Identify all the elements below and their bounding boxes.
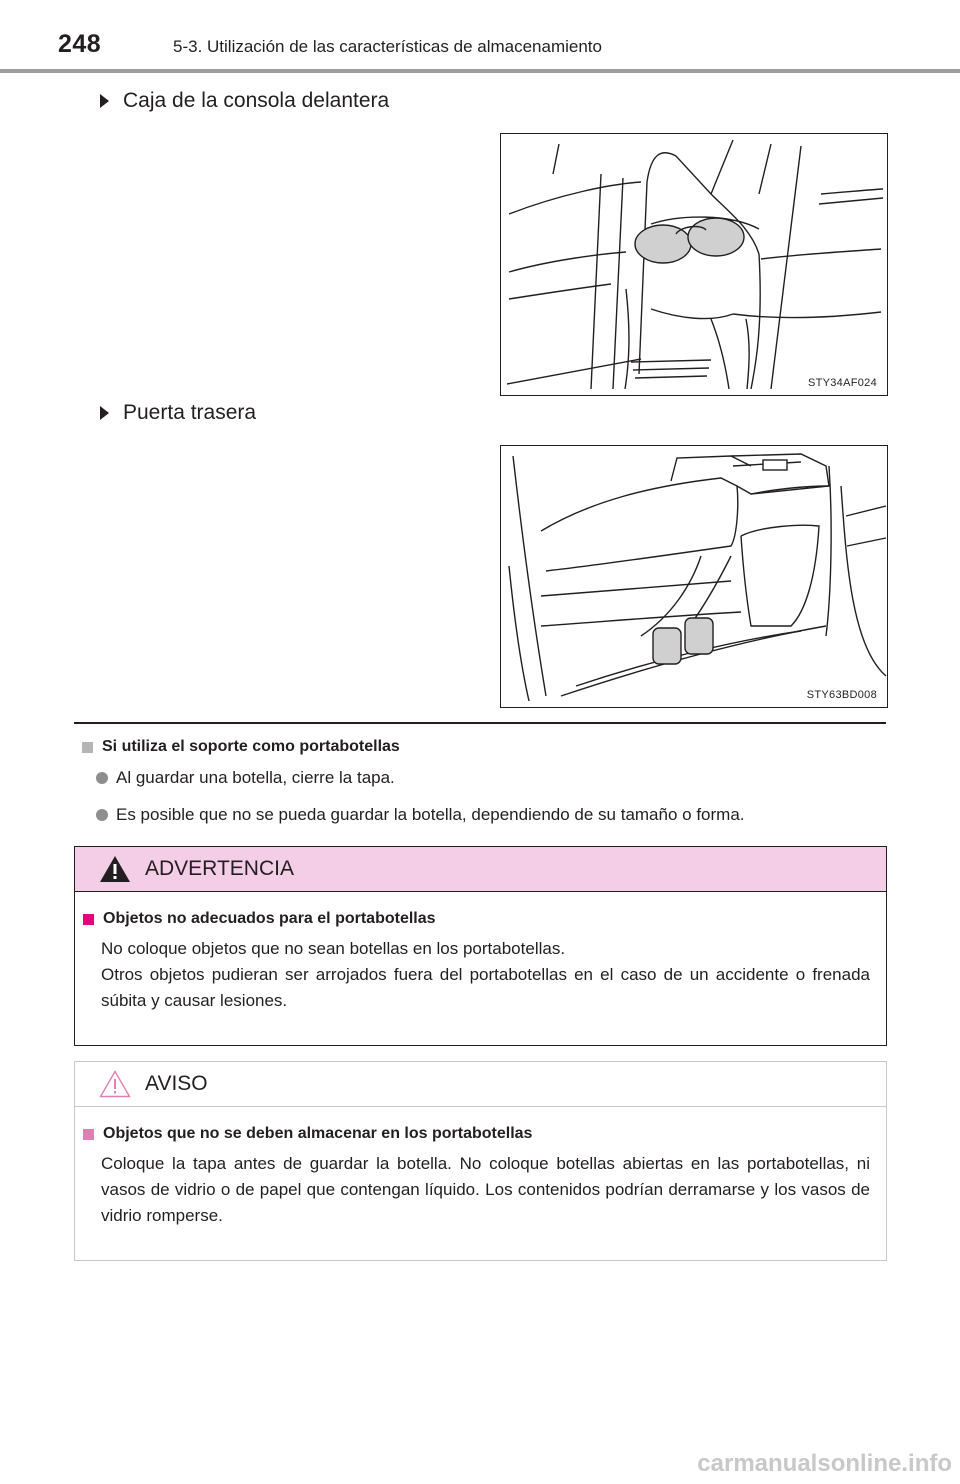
page-number: 248 (58, 30, 102, 58)
note-heading (82, 738, 400, 756)
note-bullet-text: Al guardar una botella, cierre la tapa. (116, 768, 395, 787)
notice-bar (75, 1062, 886, 1107)
notice-text (101, 1151, 870, 1229)
header-rule (0, 69, 960, 73)
notice-body (75, 1107, 886, 1229)
notice-title-row (75, 1125, 870, 1143)
square-bullet-icon (82, 742, 93, 753)
square-bullet-icon (83, 1129, 94, 1140)
front-console-illustration (500, 133, 888, 396)
section-front-console-title: Caja de la consola delantera (123, 89, 390, 112)
note-bullet (96, 768, 395, 788)
notice-title: Objetos que no se deben almacenar en los portabotellas (103, 1125, 533, 1142)
rear-door-illustration (500, 445, 888, 708)
note-bullet-text: Es posible que no se pueda guardar la botella, dependiendo de su tamaño o forma. (116, 805, 745, 824)
warning-label: ADVERTENCIA (145, 857, 294, 880)
note-bullet (96, 805, 745, 825)
warning-title-row (75, 910, 870, 928)
circle-bullet-icon (96, 772, 108, 784)
notice-paragraph: Coloque la tapa antes de guardar la botella. No coloque botellas abiertas en las portabotellas, ni vasos de vidrio o de papel que contengan líquido. Los contenidos podrían derramarse y los vasos de vidrio romperse. (101, 1154, 870, 1225)
note-title: Si utiliza el soporte como portabotellas (102, 738, 400, 755)
image-code: STY63BD008 (806, 689, 877, 701)
warning-line: No coloque objetos que no sean botellas en los portabotellas. (101, 939, 566, 958)
watermark: carmanualsonline.info (697, 1450, 952, 1477)
square-bullet-icon (83, 914, 94, 925)
warning-bar (75, 847, 886, 892)
warning-triangle-icon (99, 855, 131, 883)
warning-body (75, 892, 886, 1014)
section-rear-door-title: Puerta trasera (123, 401, 257, 424)
notice-triangle-icon (99, 1070, 131, 1098)
door-drawing (501, 446, 887, 707)
warning-line: Otros objetos pudieran ser arrojados fuera del portabotellas en el caso de un accidente o frenada súbita y causar lesiones. (101, 965, 870, 1010)
console-drawing (501, 134, 887, 395)
triangle-bullet-icon (100, 94, 109, 108)
section-separator (74, 722, 886, 724)
chapter-title: 5-3. Utilización de las características de almacenamiento (173, 37, 602, 56)
warning-title: Objetos no adecuados para el portabotellas (103, 910, 436, 927)
image-code: STY34AF024 (807, 377, 877, 389)
warning-text (101, 936, 870, 1014)
notice-box (74, 1061, 887, 1261)
notice-label: AVISO (145, 1072, 208, 1095)
section-rear-door-heading (100, 401, 256, 425)
triangle-bullet-icon (100, 406, 109, 420)
section-front-console-heading (100, 89, 389, 113)
warning-box (74, 846, 887, 1046)
circle-bullet-icon (96, 809, 108, 821)
